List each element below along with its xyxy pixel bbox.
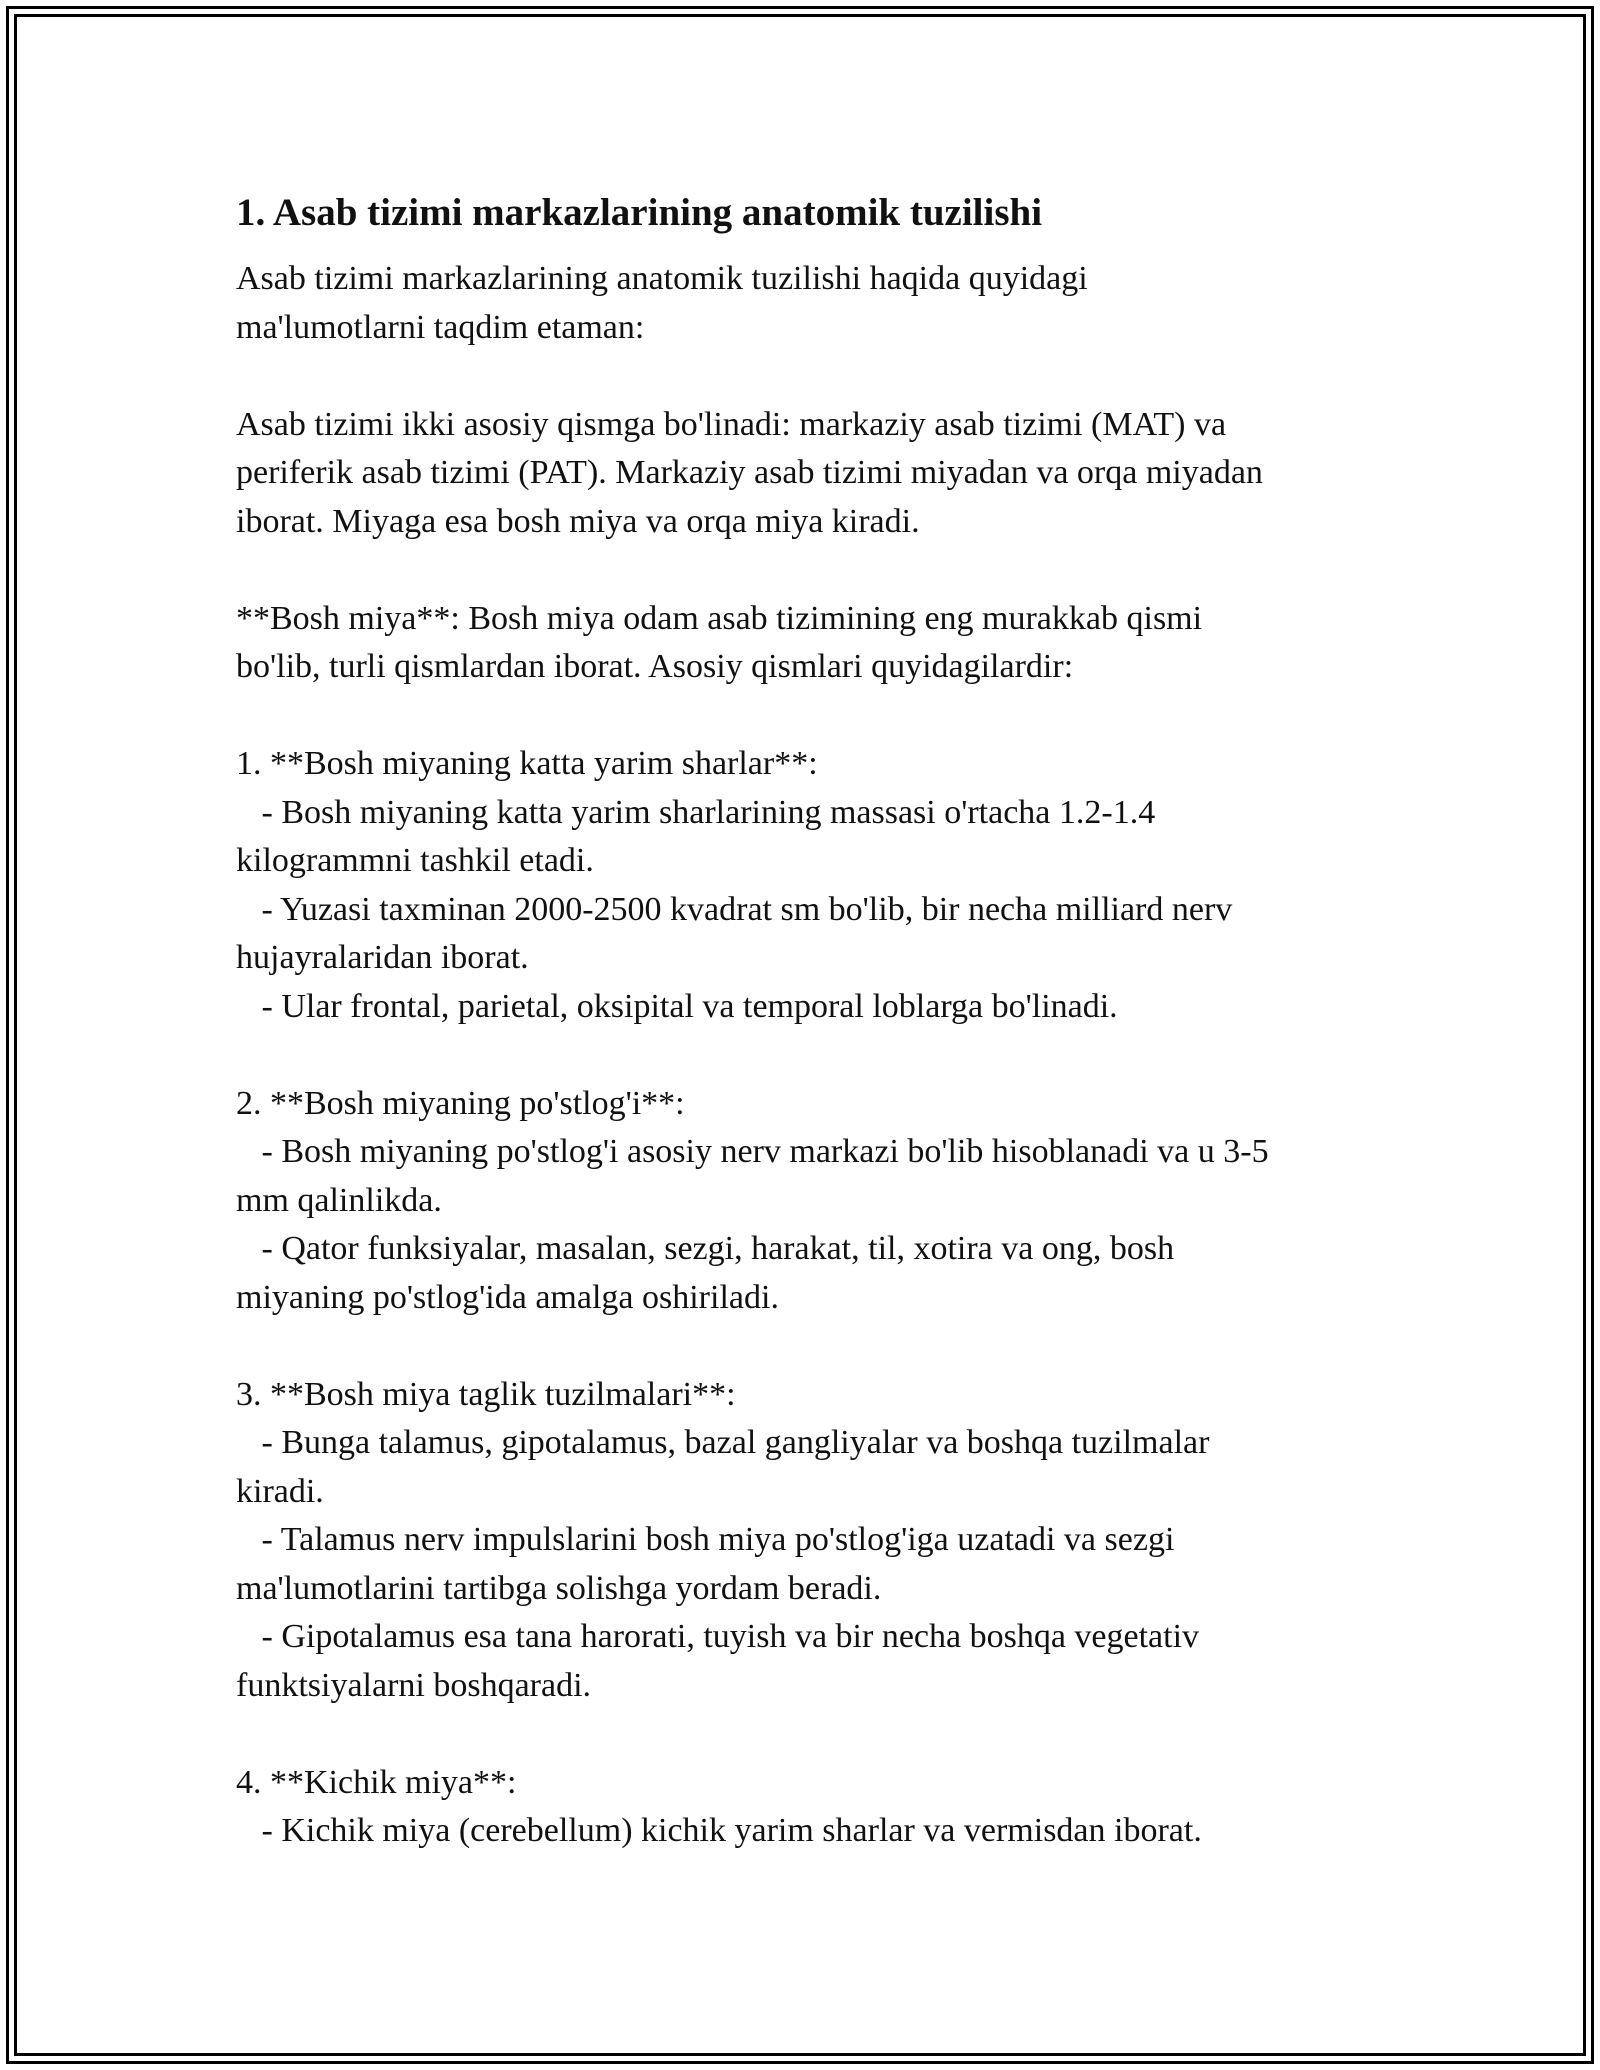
paragraph-line: **Bosh miya**: Bosh miya odam asab tizimining eng murakkab qismi	[236, 599, 1203, 637]
paragraph-line: iborat. Miyaga esa bosh miya va orqa miya kiradi.	[236, 502, 920, 540]
bullet-line: - Kichik miya (cerebellum) kichik yarim sharlar va vermisdan iborat.	[236, 1812, 1202, 1849]
section-title: 3. **Bosh miya taglik tuzilmalari**:	[236, 1375, 736, 1413]
section-title: 1. **Bosh miyaning katta yarim sharlar**:	[236, 745, 818, 782]
bullet-line: - Ular frontal, parietal, oksipital va temporal loblarga bo'linadi.	[236, 987, 1118, 1025]
intro-line: ma'lumotlarni taqdim etaman:	[236, 308, 645, 346]
spacer	[236, 239, 1376, 255]
bullet-line: mm qalinlikda.	[236, 1181, 442, 1219]
bullet-line: ma'lumotlarini tartibga solishga yordam beradi.	[236, 1569, 882, 1607]
bullet-line: kiradi.	[236, 1472, 324, 1510]
paragraph-line: Asab tizimi ikki asosiy qismga bo'linadi: markaziy asab tizimi (MAT) va	[236, 405, 1227, 443]
page-title: 1. Asab tizimi markazlarining anatomik tuzilishi	[236, 191, 1043, 234]
bullet-line: - Yuzasi taxminan 2000-2500 kvadrat sm bo'lib, bir necha milliard nerv	[236, 890, 1233, 928]
section-title: 2. **Bosh miyaning po'stlog'i**:	[236, 1084, 685, 1122]
bullet-line: - Qator funksiyalar, masalan, sezgi, harakat, til, xotira va ong, bosh	[236, 1230, 1175, 1267]
bullet-line: - Talamus nerv impulslarini bosh miya po'stlog'iga uzatadi va sezgi	[236, 1521, 1175, 1558]
spacer	[236, 546, 1376, 595]
intro-line: Asab tizimi markazlarining anatomik tuzilishi haqida quyidagi	[236, 260, 1088, 297]
section-title: 4. **Kichik miya**:	[236, 1763, 517, 1801]
spacer	[236, 1031, 1376, 1080]
paragraph-line: periferik asab tizimi (PAT). Markaziy asab tizimi miyadan va orqa miyadan	[236, 454, 1263, 491]
bullet-line: - Bosh miyaning po'stlog'i asosiy nerv markazi bo'lib hisoblanadi va u 3-5	[236, 1133, 1269, 1170]
bullet-line: - Bunga talamus, gipotalamus, bazal gangliyalar va boshqa tuzilmalar	[236, 1424, 1210, 1461]
spacer	[236, 352, 1376, 401]
spacer	[236, 1322, 1376, 1371]
bullet-line: kilogrammni tashkil etadi.	[236, 842, 594, 879]
spacer	[236, 1710, 1376, 1759]
bullet-line: hujayralaridan iborat.	[236, 939, 529, 976]
bullet-line: funktsiyalarni boshqaradi.	[236, 1666, 592, 1704]
spacer	[236, 692, 1376, 741]
bullet-line: - Bosh miyaning katta yarim sharlarining massasi o'rtacha 1.2-1.4	[236, 793, 1156, 831]
bullet-line: - Gipotalamus esa tana harorati, tuyish va bir necha boshqa vegetativ	[236, 1618, 1200, 1655]
paragraph-line: bo'lib, turli qismlardan iborat. Asosiy qismlari quyidagilardir:	[236, 648, 1074, 685]
bullet-line: miyaning po'stlog'ida amalga oshiriladi.	[236, 1278, 779, 1316]
document-body	[236, 187, 1376, 1856]
